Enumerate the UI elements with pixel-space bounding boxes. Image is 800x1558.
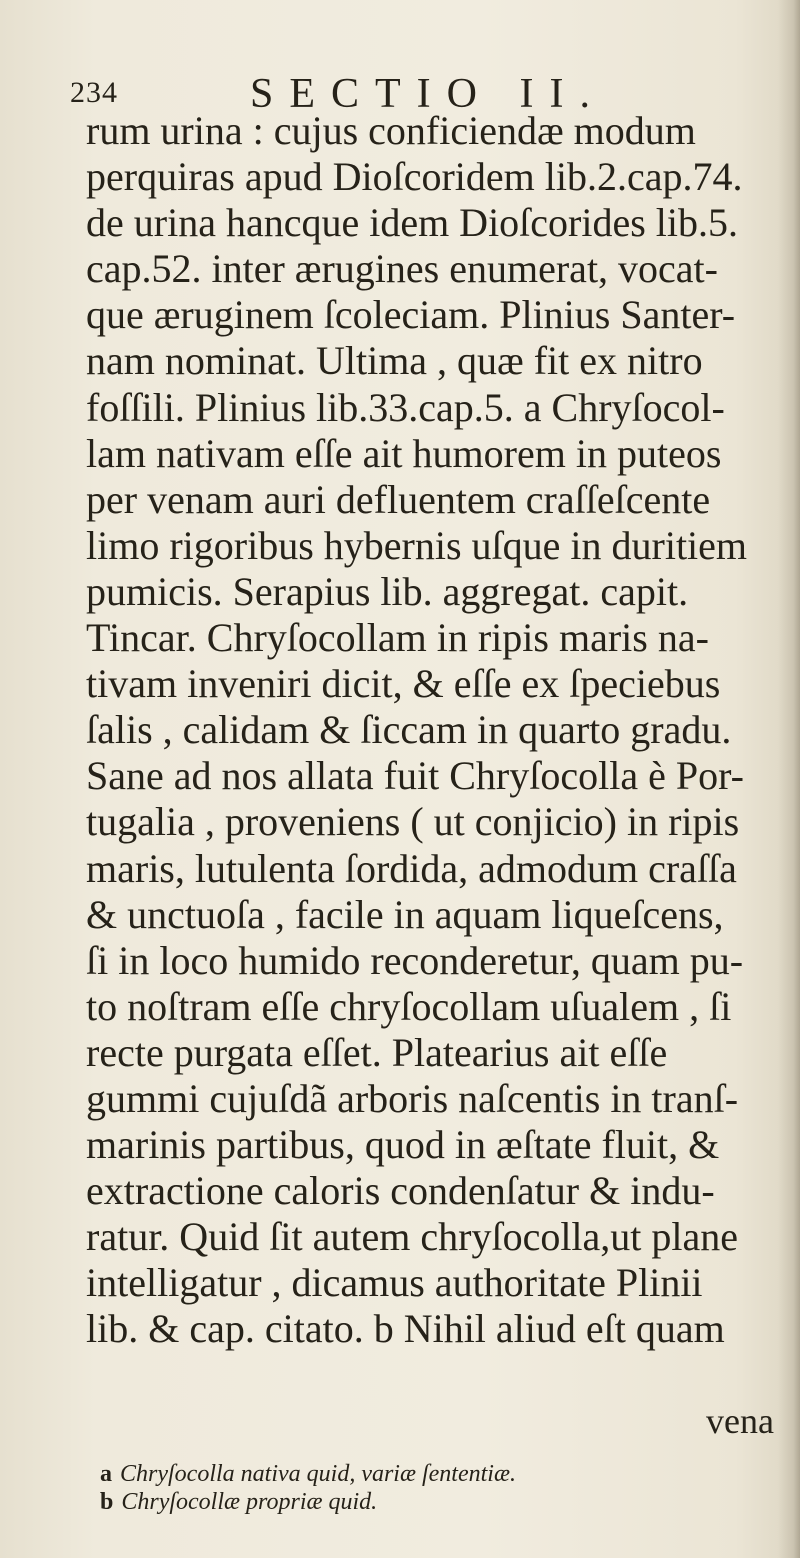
section-title: SECTIO II. (250, 71, 606, 117)
text-line: per venam auri defluentem craſſeſcente (86, 476, 711, 522)
footnote-mark: a (100, 1461, 112, 1487)
text-line: maris, lutulenta ſordida, admodum craſſa (86, 845, 737, 891)
footnote-text: Chryſocolla nativa quid, variæ ſententiæ. (120, 1461, 516, 1487)
text-line: de urina hancque idem Dioſcorides lib.5. (86, 200, 739, 246)
text-line: nam nominat. Ultima , quæ fit ex nitro (86, 338, 703, 384)
footnote-mark: b (100, 1489, 114, 1515)
text-line: rum urina : cujus conficiendæ modum (86, 108, 696, 153)
text-line: limo rigoribus hybernis uſque in duritiem (86, 522, 748, 568)
text-line: que æruginem ſcoleciam. Plinius Santer- (86, 292, 736, 338)
footnote (100, 1488, 700, 1516)
text-line: ſalis , calidam & ſiccam in quarto gradu. (86, 707, 732, 753)
text-line: Sane ad nos allata fuit Chryſocolla è Por- (86, 753, 744, 799)
text-line: intelligatur , dicamus authoritate Plinii (86, 1260, 703, 1306)
text-line: lam nativam eſſe ait humorem in puteos (86, 430, 722, 476)
body-text (86, 108, 776, 1353)
footnotes (100, 1460, 700, 1516)
text-line: gummi cujuſdã arboris naſcentis in tranſ- (86, 1075, 739, 1121)
footnote (100, 1460, 700, 1488)
text-line: Tincar. Chryſocollam in ripis maris na- (86, 615, 709, 661)
text-line: lib. & cap. citato. b Nihil aliud eſt quam (86, 1306, 725, 1352)
text-line: extractione caloris condenſatur & indu- (86, 1168, 715, 1214)
page-number: 234 (70, 76, 118, 109)
text-line: pumicis. Serapius lib. aggregat. capit. (86, 568, 689, 614)
text-line: recte purgata eſſet. Platearius ait eſſe (86, 1029, 668, 1075)
page-gutter-shadow (778, 0, 800, 1558)
footnote-text: Chryſocollæ propriæ quid. (121, 1489, 378, 1515)
text-line: ſi in loco humido reconderetur, quam pu- (86, 937, 744, 983)
text-line: & unctuoſa , facile in aquam liqueſcens, (86, 891, 724, 937)
text-line: foſſili. Plinius lib.33.cap.5. a Chryſocol- (86, 384, 725, 430)
text-line: tivam inveniri dicit, & eſſe ex ſpeciebus (86, 661, 721, 707)
text-line: marinis partibus, quod in æſtate fluit, & (86, 1122, 720, 1168)
text-line: to noſtram eſſe chryſocollam uſualem , ſi (86, 983, 732, 1029)
text-line: ratur. Quid ſit autem chryſocolla,ut plane (86, 1214, 739, 1260)
text-line: perquiras apud Dioſcoridem lib.2.cap.74. (86, 154, 743, 200)
text-line: tugalia , proveniens ( ut conjicio) in ripis (86, 799, 740, 845)
catchword: vena (706, 1401, 774, 1441)
text-line: cap.52. inter ærugines enumerat, vocat- (86, 246, 718, 292)
